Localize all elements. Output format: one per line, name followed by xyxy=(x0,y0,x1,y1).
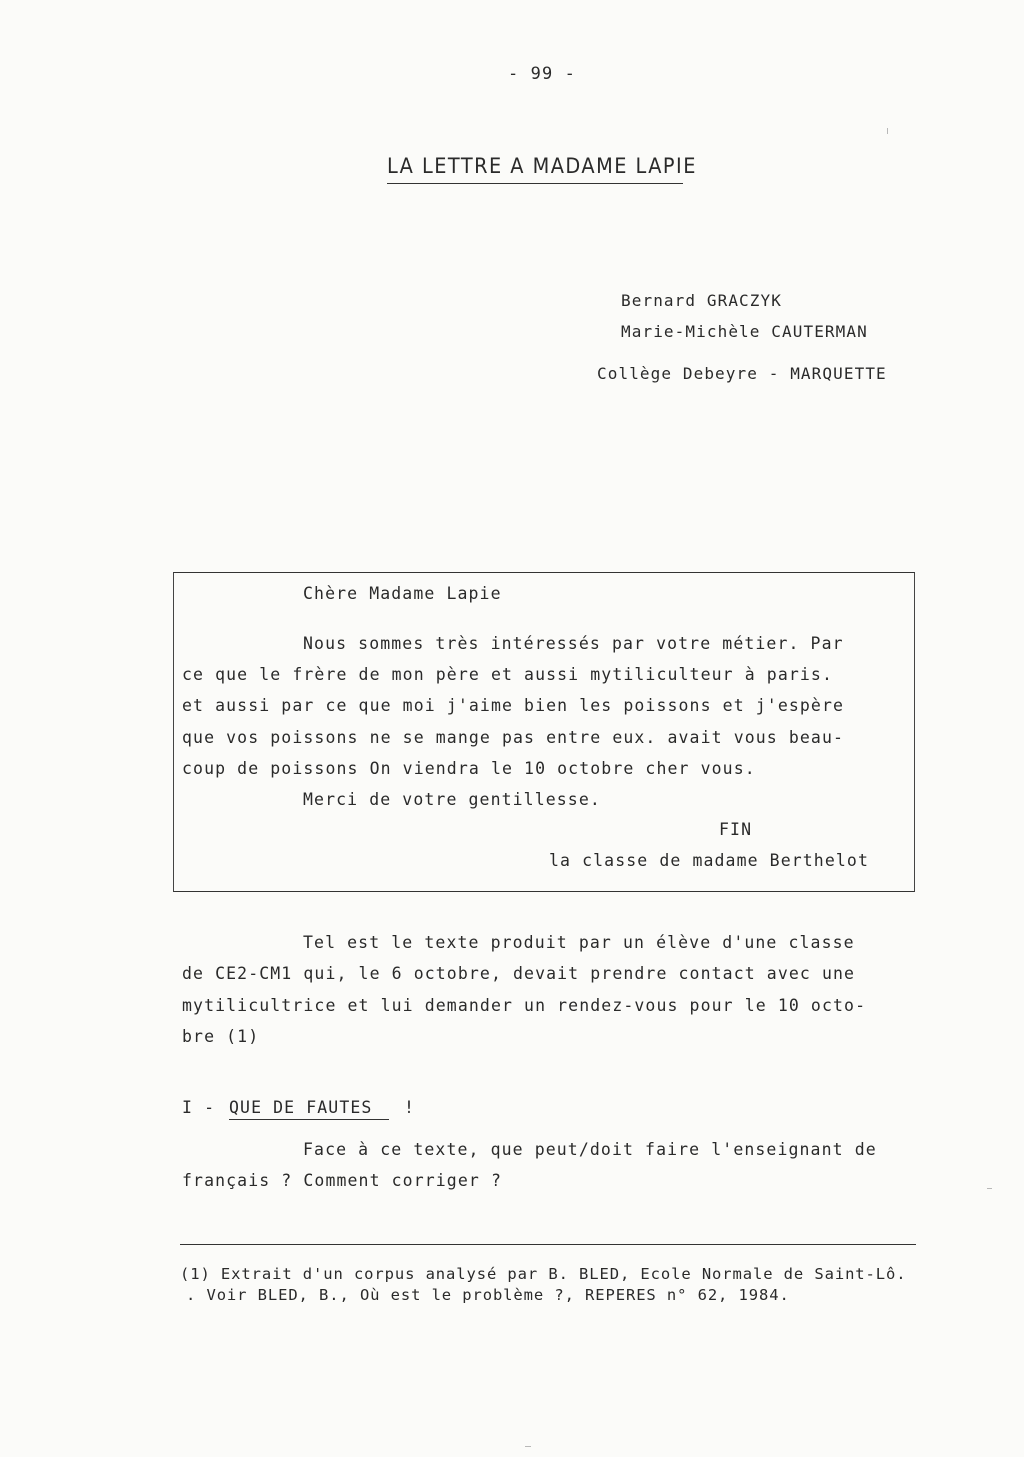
paragraph-line: français ? Comment corriger ? xyxy=(182,1171,502,1190)
paragraph-line: Face à ce texte, que peut/doit faire l'enseignant de xyxy=(303,1140,877,1159)
document-title: LA LETTRE A MADAME LAPIE xyxy=(387,154,697,178)
scan-speck xyxy=(525,1446,531,1447)
paragraph-line: bre (1) xyxy=(182,1027,260,1046)
footnote-line: (1) Extrait d'un corpus analysé par B. BLED, Ecole Normale de Saint-Lô. xyxy=(180,1265,907,1283)
paragraph-line: mytilicultrice et lui demander un rendez-vous pour le 10 octo- xyxy=(182,996,867,1015)
letter-line: Nous sommes très intéressés par votre métier. Par xyxy=(303,634,844,653)
footnote-line: . Voir BLED, B., Où est le problème ?, REPERES n° 62, 1984. xyxy=(186,1286,790,1304)
paragraph-line: de CE2-CM1 qui, le 6 octobre, devait prendre contact avec une xyxy=(182,964,856,983)
letter-line: et aussi par ce que moi j'aime bien les poissons et j'espère xyxy=(182,696,845,715)
author-name: Bernard GRACZYK xyxy=(621,291,782,310)
letter-fin: FIN xyxy=(719,820,753,839)
letter-line: coup de poissons On viendra le 10 octobre cher vous. xyxy=(182,759,756,778)
scan-speck xyxy=(887,128,888,134)
section-heading-underline xyxy=(229,1119,389,1120)
scan-speck xyxy=(987,1188,992,1189)
section-heading-exclamation: ! xyxy=(404,1098,416,1117)
section-heading: QUE DE FAUTES xyxy=(229,1098,373,1117)
title-underline xyxy=(387,183,683,184)
page-number: - 99 - xyxy=(508,64,577,84)
letter-greeting: Chère Madame Lapie xyxy=(303,584,502,603)
author-name: Marie-Michèle CAUTERMAN xyxy=(621,322,868,341)
author-institution: Collège Debeyre - MARQUETTE xyxy=(597,364,887,383)
footnote-separator xyxy=(180,1244,916,1245)
letter-line: ce que le frère de mon père et aussi mytiliculteur à paris. xyxy=(182,665,833,684)
section-number: I - xyxy=(182,1098,216,1117)
letter-signature: la classe de madame Berthelot xyxy=(549,851,869,870)
paragraph-line: Tel est le texte produit par un élève d'une classe xyxy=(303,933,855,952)
letter-line: que vos poissons ne se mange pas entre eux. avait vous beau- xyxy=(182,728,845,747)
letter-line: Merci de votre gentillesse. xyxy=(303,790,601,809)
